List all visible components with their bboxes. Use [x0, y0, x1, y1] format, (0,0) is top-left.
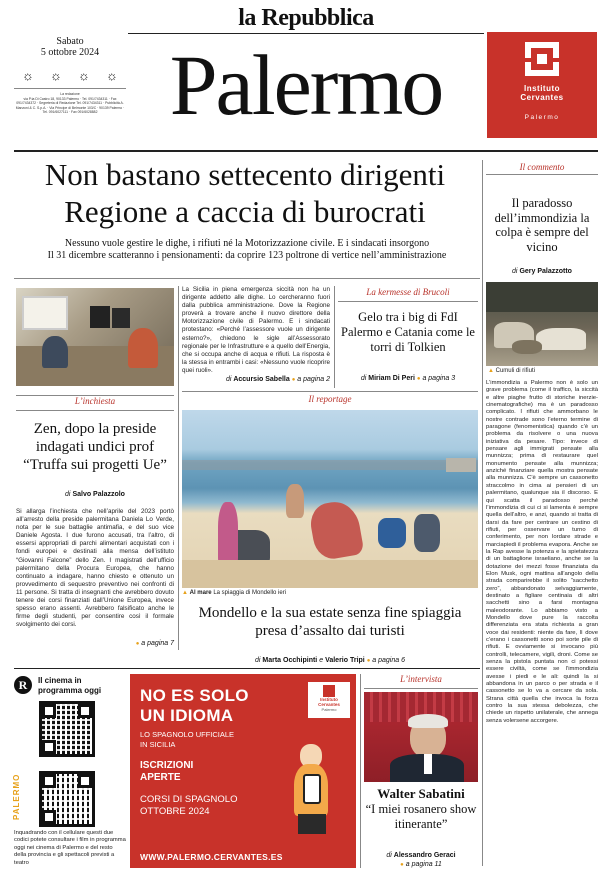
byline-join: e [319, 657, 324, 664]
sun-icon: ☼ [22, 68, 34, 83]
intervista-name[interactable]: Walter Sabatini [377, 786, 465, 801]
main-subhead-2: Il 31 dicembre scatteranno i pensionamenti: da coprire 123 poltrone di vertice nell’amministrazione [47, 250, 447, 261]
masthead-small-print: La redazione via P.ta Di Castro 18, 90133 Palermo · Tel. 091/7434311 · Fax 091/7434372 · Segreteria di Redazione Tel. 091/7434311 · Pubblicità A. Manzoni & C. S.p.A. · Via Principe di Belmonte 103/C · 90139 Palermo · Tel. 091/6027111 · Fax 091/6028882 [15, 92, 125, 115]
date-box [14, 33, 126, 58]
weather-strip [14, 68, 126, 84]
main-byline: di Accursio Sabella ● a pagina 2 [225, 376, 330, 383]
reportage-photo-caption-text: La spiaggia di Mondello ieri [213, 590, 287, 596]
main-page-ref[interactable]: a pagina 2 [297, 376, 330, 383]
sun-icon: ☼ [106, 68, 118, 83]
reportage-page-ref[interactable]: a pagina 6 [372, 657, 405, 664]
qr-code-cinema[interactable] [42, 704, 92, 754]
reportage-author-1: Marta Occhipinti [262, 657, 318, 664]
intervista-author: Alessandro Geraci [393, 852, 456, 859]
ad-top-line3: Palermo [524, 114, 560, 121]
intervista-quote[interactable]: “I miei rosanero show itinerante” [365, 802, 477, 831]
byline-prefix: di [225, 376, 232, 383]
inchiesta-tag: L’inchiesta [74, 396, 116, 406]
byline-prefix: di [65, 491, 71, 498]
main-headline-2[interactable]: Regione a caccia di burocrati [64, 194, 426, 229]
reportage-photo-label: Al mare [189, 590, 212, 596]
ad-url[interactable]: WWW.PALERMO.CERVANTES.ES [140, 852, 283, 862]
ad-bottom-line3: LO SPAGNOLO UFFICIALE [140, 730, 235, 739]
main-headline-1[interactable]: Non bastano settecento dirigenti [44, 157, 446, 192]
ad-bottom-line7: CORSI DI SPAGNOLO [140, 794, 238, 805]
inchiesta-page-ref[interactable]: ● a pagina 7 [135, 640, 174, 647]
ad-logo-box: Instituto Cervantes Palermo [308, 682, 350, 718]
ad-bottom-line4: IN SICILIA [140, 740, 176, 749]
inchiesta-photo-classroom [16, 288, 174, 386]
ad-bottom-line1: NO ES SOLO [140, 686, 249, 705]
ad-phone-illustration [290, 744, 334, 834]
masthead-brand: la Repubblica [238, 5, 374, 31]
ad-bottom-line6: APERTE [140, 772, 181, 783]
sun-icon: ☼ [78, 68, 90, 83]
reportage-byline: di Marta Occhipinti e Valerio Tripi ● a pagina 6 [255, 657, 405, 664]
commento-tag: Il commento [519, 162, 565, 172]
cervantes-logo-icon [323, 685, 335, 697]
ad-top-line2: Cervantes [520, 93, 564, 102]
inchiesta-headline[interactable]: Zen, dopo la preside indagati undici prof “Truffa sui progetti Ue” [23, 421, 167, 473]
commento-headline[interactable]: Il paradosso dell’immondizia la colpa è sempre del vicino [494, 196, 590, 254]
cervantes-logo-icon [525, 42, 559, 76]
byline-prefix: di [512, 268, 518, 275]
commento-body: L’immondizia a Palermo non è solo un grave problema (come il traffico, la siccità e altre piaghe frutto di storiche inerzie-cinematografiche) ma è un paradosso complicato. I rifiuti che ammorbano le nostre contrade sono l’eterno termine di paragone (fenomenistica) quando c’è un problema da risolvere o una nuova iniziativa da pesare. Tipo: invece di pensare agli immigrati pensate alla munnizza; prima di restaurare quel monumento pensate alla munnizza; anziché finanziare quella mostra pensate alla munnizza. C’è sempre un cassonetto straccolmo in cima ai pensieri di un palermitano, qualunque sia il discorso. E qui scatta il paradosso perché l’immondizia di cui ci si lamenta è sempre quella dell’altro, e anzi, quando si tratta di darsi da fare per centrare un cestino di rifiuti, per osservare un turno di conferimento, per non lordare strade e marciapiedi il problema evapora. Anche se la Rap avesse la potenza e la spietatezza di un battaglione israeliano, anche se la dotazione dei mezzi fosse finanziata da Elon Musk, ogni mattina all’angolo della strada comparirebbe il solito “sacchetto zero”, abbandonato selvaggiamente, destinato a figliare centinaia di altri sacchetti sino a farsi montagna maleodorante. Lo abbiamo visto a Mondello dove pure la raccolta differenziata era stata richiesta a gran voce dai residenti: niente da fare, lì dove c’erano i cassonetti sono poi sorte pile di rifiuti. E ovviamente si invocano più controlli, telecamere, vigili, droni. Come se senza la pistola puntata non ci potessi essere civiltà, come se l’immondizia avesse i piedi e le ali: quindi la si abbandona in un parco o per strada e il cassonetto se lo va a cercare da sola. Strana città quella che invoca la forza contro la sua stessa debolezza, che chiede un rispetto unilaterale, che annega senza volersene accorgere. [486, 380, 598, 724]
byline-prefix: di [386, 852, 392, 859]
cinema-box [14, 674, 126, 868]
intervista-byline [364, 852, 478, 859]
kermesse-tag: La kermesse di Brucoli [366, 287, 450, 297]
commento-photo-caption: ▲ Cumuli di rifiuti [488, 368, 535, 374]
ad-spanish-courses[interactable] [130, 674, 356, 868]
commento-photo-rubbish [486, 282, 598, 366]
reportage-photo-caption: ▲ Al mare La spiaggia di Mondello ieri [182, 590, 287, 596]
date: 5 ottobre 2024 [40, 47, 100, 58]
cinema-title: Il cinema in programma oggi [38, 676, 102, 695]
main-body: La Sicilia in piena emergenza siccità non ha un dirigente addetto alle dighe. Lo cercheranno fuori dalla pubblica amministrazione. Dove la Regione proverà a trovare anche il nuovo direttore della Motorizzazione civile di Palermo. E i sindacati protestano: «Perché l’assessore vuole un dirigente esterno?», chiedono le sigle all’Assessorato regionale per le Infrastrutture e a quello dell’Energia, che si occupa anche di acqua e rifiuti. La risposta è la stessa in entrambi i casi: «Nessuno vuole ricoprire quei ruoli». [182, 286, 330, 374]
ad-instituto-cervantes[interactable] [487, 32, 597, 138]
inchiesta-author: Salvo Palazzolo [72, 491, 125, 498]
main-subhead-1: Nessuno vuole gestire le dighe, i rifiuti né la Motorizzazione civile. E i sindacati insorgono [64, 238, 430, 249]
cinema-side-label: PALERMO [12, 773, 21, 820]
kermesse-headline[interactable]: Gelo tra i big di FdI Palermo e Catania come le torri di Tolkien [341, 310, 475, 354]
reportage-tag: Il reportage [308, 394, 352, 404]
intervista-tag: L’intervista [400, 674, 442, 684]
byline-prefix: di [360, 375, 367, 382]
cinema-text: Inquadrando con il cellulare questi due codici potete consultare i film in programma oggi nei cinema di Palermo e del resto della provincia e gli spettacoli previsti a teatro [14, 830, 126, 866]
sun-icon: ☼ [50, 68, 62, 83]
kermesse-page-ref[interactable]: a pagina 3 [422, 375, 456, 382]
ad-top-line1: Instituto [523, 84, 561, 93]
kermesse-byline: di Miriam Di Peri ● a pagina 3 [360, 375, 456, 382]
main-author: Accursio Sabella [233, 376, 290, 383]
ad-bottom-line2: UN IDIOMA [140, 706, 234, 725]
inchiesta-body: Si allarga l’inchiesta che nell’aprile del 2023 portò all’arresto della preside palermitana Daniela Lo Verde, nota per le sue battaglie antimafia, e del suo vice Daniele Agosta. I due furono accusati, tra l’altro, di essersi appropriati di parchi alimentari acquistati con i fondi europei e destinati alla mensa dell’istituto “Giovanni Falcone” dello Zen. I magistrati dell’ufficio palermitano della Procura Europea, che hanno continuato a indagare, hanno chiesto e ottenuto un provvedimento di sequestro preventivo nei confronti di 11 persone. Si tratta di insegnanti che avrebbero dovuto tenere dei corsi finanziati dall’Unione Europea, invece spesso erano assenti. Avrebbero falsificato anche le firme degli studenti, per consentire così il formale svolgimento dei corsi. [16, 508, 174, 629]
day: Sabato [56, 36, 84, 47]
masthead-city: Palermo [169, 37, 443, 133]
qr-code-theatre[interactable] [42, 774, 92, 824]
cinema-badge: R [14, 676, 32, 694]
commento-author: Gery Palazzotto [519, 268, 572, 275]
reportage-author-2: Valerio Tripi [325, 657, 365, 664]
intervista-photo-sabatini [364, 692, 478, 782]
byline-prefix: di [255, 657, 261, 664]
intervista-page-ref[interactable]: ● a pagina 11 [400, 861, 442, 868]
ad-bottom-line8: OTTOBRE 2024 [140, 806, 210, 817]
reportage-photo-beach [182, 410, 478, 588]
inchiesta-byline [16, 491, 174, 498]
kermesse-author: Miriam Di Peri [368, 375, 415, 382]
commento-byline [486, 268, 598, 275]
reportage-headline[interactable]: Mondello e la sua estate senza fine spiaggia presa d’assalto dai turisti [198, 605, 462, 639]
ad-bottom-line5: ISCRIZIONI [140, 760, 194, 771]
